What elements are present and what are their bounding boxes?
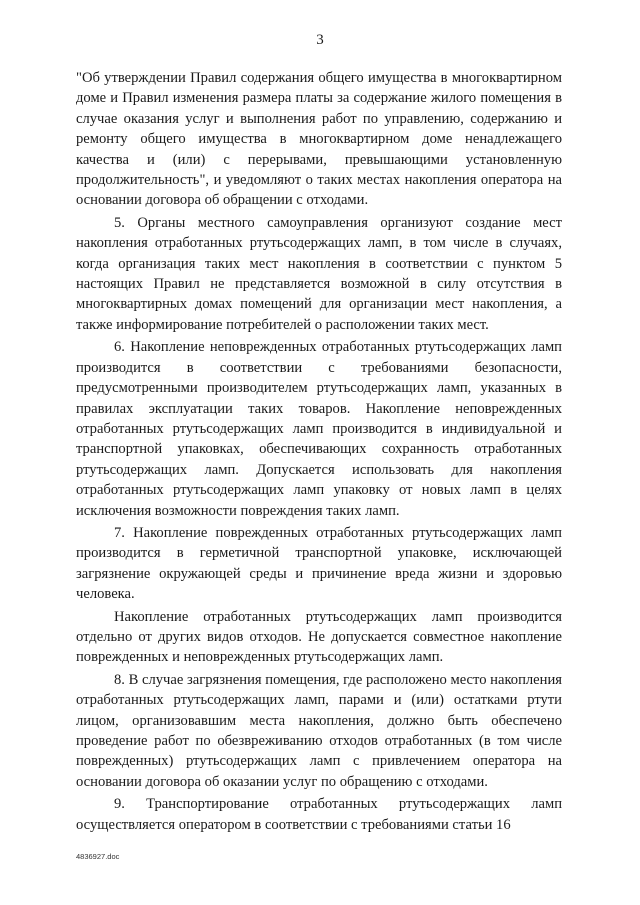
paragraph-item-7-continued: Накопление отработанных ртутьсодержащих ламп производится отдельно от других видов отходов. Не допускается совместное накопление поврежденных и неповрежденных ртутьсодержащих ламп. bbox=[76, 608, 562, 666]
document-code-footer: 4836927.doc bbox=[76, 852, 120, 861]
page-number: 3 bbox=[316, 32, 324, 48]
paragraph-item-5: 5. Органы местного самоуправления организуют создание мест накопления отработанных ртутьсодержащих ламп, в том числе в случаях, когда организация таких мест накопления в соответствии с пунктом 5 настоящих Правил не представляется возможной в силу отсутствия в многоквартирных домах помещений для организации мест накопления, а также информирование потребителей о расположении таких мест. bbox=[76, 214, 562, 333]
paragraph-item-8: 8. В случае загрязнения помещения, где расположено место накопления отработанных ртутьсодержащих ламп, парами и (или) остатками ртути лицом, организовавшим места накопления, должно быть обеспечено проведение работ по обезвреживанию отходов отработанных (в том числе поврежденных) ртутьсодержащих ламп с привлечением оператора на основании договора об оказании услуг по обращению с отходами. bbox=[76, 671, 562, 790]
document-body bbox=[76, 68, 562, 835]
paragraph-continuation: "Об утверждении Правил содержания общего имущества в многоквартирном доме и Правил изменения размера платы за содержание жилого помещения в случае оказания услуг и выполнения работ по управлению, содержанию и ремонту общего имущества в многоквартирном доме ненадлежащего качества и (или) с перерывами, превышающими установленную продолжительность", и уведомляют о таких местах накопления оператора на основании договора об обращении с отходами. bbox=[76, 70, 562, 209]
paragraph-item-7: 7. Накопление поврежденных отработанных ртутьсодержащих ламп производится в герметичной транспортной упаковке, исключающей загрязнение окружающей среды и причинение вреда жизни и здоровью человека. bbox=[76, 524, 562, 603]
paragraph-item-9: 9. Транспортирование отработанных ртутьсодержащих ламп осуществляется оператором в соответствии с требованиями статьи 16 bbox=[76, 796, 562, 833]
paragraph-item-6: 6. Накопление неповрежденных отработанных ртутьсодержащих ламп производится в соответствии с требованиями безопасности, предусмотренными производителем ртутьсодержащих ламп, указанных в правилах эксплуатации таких товаров. Накопление неповрежденных отработанных ртутьсодержащих ламп производится в индивидуальной и транспортной упаковках, обеспечивающих сохранность отработанных ртутьсодержащих ламп. Допускается использовать для накопления отработанных ртутьсодержащих ламп упаковку от новых ламп в целях исключения возможности повреждения таких ламп. bbox=[76, 339, 562, 519]
